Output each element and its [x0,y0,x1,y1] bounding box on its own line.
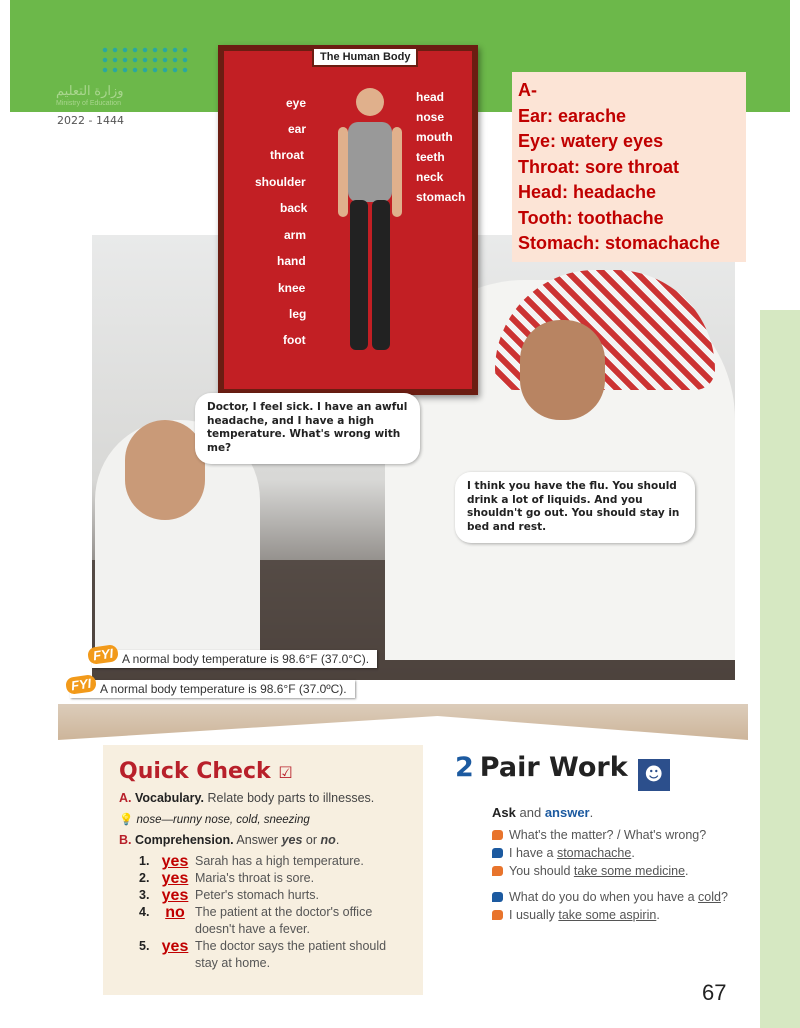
item-answer: yes [161,870,189,887]
quick-check-title [119,759,407,784]
list-item [139,870,407,887]
label-back: back [280,201,308,215]
section-b: B. Comprehension. Answer yes or no. [119,833,340,847]
line-punct: . [685,864,689,878]
boy-head [125,420,205,520]
body-figure [330,82,410,362]
list-item [139,853,407,870]
or-word: or [305,833,318,847]
answer-line: Ear: earache [518,105,627,126]
fyi-note-2 [70,675,355,698]
section-b-text: Answer [236,833,279,847]
label-neck: neck [416,170,444,184]
item-text: Maria's throat is sore. [195,871,315,885]
label-shoulder: shoulder [255,175,306,189]
dialogue-line [492,828,728,842]
line-keyword: take some aspirin [558,908,657,922]
line-text: I have a [509,846,557,860]
item-number: 3. [139,888,150,902]
doctor-speech-bubble: I think you have the flu. You should drink a lot of liquids. And you shouldn't go out. You should stay in bed and rest. [455,472,695,543]
no-word: no [320,833,336,847]
ministry-name-ar: وزارة التعليم [56,83,124,98]
label-stomach: stomach [416,190,466,204]
item-answer: yes [161,887,189,904]
list-item [139,887,407,904]
item-number: 2. [139,871,150,885]
speech-bubble-icon [492,892,503,902]
ask-word: Ask [492,805,516,820]
line-punct: . [656,908,660,922]
section-a-label: Vocabulary. [134,791,204,805]
quick-check-title-text: Quick Check [119,759,271,784]
label-nose: nose [416,110,445,124]
doctor-face [520,320,605,420]
label-knee: knee [278,281,306,295]
line-text: I usually [509,908,559,922]
fyi-text: A normal body temperature is 98.6°F (37.0°C). [122,652,370,666]
fyi-tag: FYI [65,674,97,695]
pair-work-title-text: Pair Work [479,752,628,783]
list-item [139,904,407,938]
item-answer: yes [161,853,189,870]
label-leg: leg [289,307,307,321]
pair-people-icon: ☻ [638,759,670,791]
item-text: The doctor says the patient should stay at home. [195,939,387,970]
ministry-logo [100,45,190,75]
list-item [139,938,407,972]
checkmark-icon: ☑ [278,763,293,782]
dialogue-line [492,890,728,904]
quick-check-box [103,745,423,995]
item-answer: no [165,904,185,921]
item-number: 5. [139,939,150,953]
speech-bubble-icon [492,848,503,858]
page-number: 67 [702,980,727,1005]
pair-work-section [455,752,728,922]
fyi-note [92,645,377,668]
speech-bubble-icon [492,830,503,840]
section-number: 2 [455,752,474,783]
dialogue-line [492,846,728,860]
line-punct: . [631,846,635,860]
ministry-name-en: Ministry of Education [56,100,121,107]
label-eye: eye [286,96,307,110]
fyi-tag: FYI [87,644,119,665]
boy-speech-bubble: Doctor, I feel sick. I have an awful headache, and I have a high temperature. What's wrong with me? [195,393,420,464]
label-mouth: mouth [416,130,453,144]
side-strip [760,310,800,1028]
answer-line: Stomach: stomachache [518,233,721,253]
item-number: 4. [139,905,150,919]
yes-word: yes [281,833,303,847]
dialogue-line [492,864,728,878]
hint [119,812,407,826]
poster-title: The Human Body [312,47,418,67]
section-b-letter: B. [119,833,132,847]
line-keyword: take some medicine [573,864,686,878]
line-text: What's the matter? / What's wrong? [509,828,707,842]
answer-line: Throat: sore throat [518,156,680,177]
answer-line: Head: headache [518,182,657,202]
hint-text: nose—runny nose, cold, sneezing [136,814,310,826]
label-teeth: teeth [416,150,445,164]
speech-bubble-icon [492,866,503,876]
line-text: You should [509,864,574,878]
edition-year: 2022 - 1444 [57,114,124,127]
label-head: head [416,90,445,104]
answer-line: Tooth: toothache [518,207,664,228]
comprehension-items [139,853,407,972]
speech-bubble-icon [492,910,503,920]
instruction: Ask and answer . [492,805,594,820]
pair-work-title [455,752,728,791]
line-punct: ? [720,890,728,904]
fyi-text: A normal body temperature is 98.6°F (37.0ºC). [100,682,347,696]
answer-word: answer [544,805,590,820]
item-text: Sarah has a high temperature. [195,854,364,868]
item-text: The patient at the doctor's office doesn't have a fever. [195,905,373,936]
section-a-letter: A. [119,791,132,805]
lightbulb-icon: 💡 [119,814,134,826]
label-ear: ear [288,122,307,136]
item-text: Peter's stomach hurts. [195,888,319,902]
line-text: What do you do when you have a [509,890,699,904]
answer-line: A- [518,80,537,100]
label-hand: hand [277,254,306,268]
item-number: 1. [139,854,150,868]
line-keyword: stomachache [556,846,632,860]
dialogue-line [492,908,728,922]
and-word: and [519,805,542,820]
answer-box [512,72,746,262]
answer-line: Eye: watery eyes [518,131,664,151]
section-a-text: Relate body parts to illnesses. [207,791,375,805]
section-a [119,791,407,805]
item-answer: yes [161,938,189,955]
label-arm: arm [284,228,307,242]
label-foot: foot [283,333,306,347]
line-keyword: cold [698,890,721,904]
section-b-label: Comprehension. [134,833,234,847]
label-throat: throat [270,148,304,162]
